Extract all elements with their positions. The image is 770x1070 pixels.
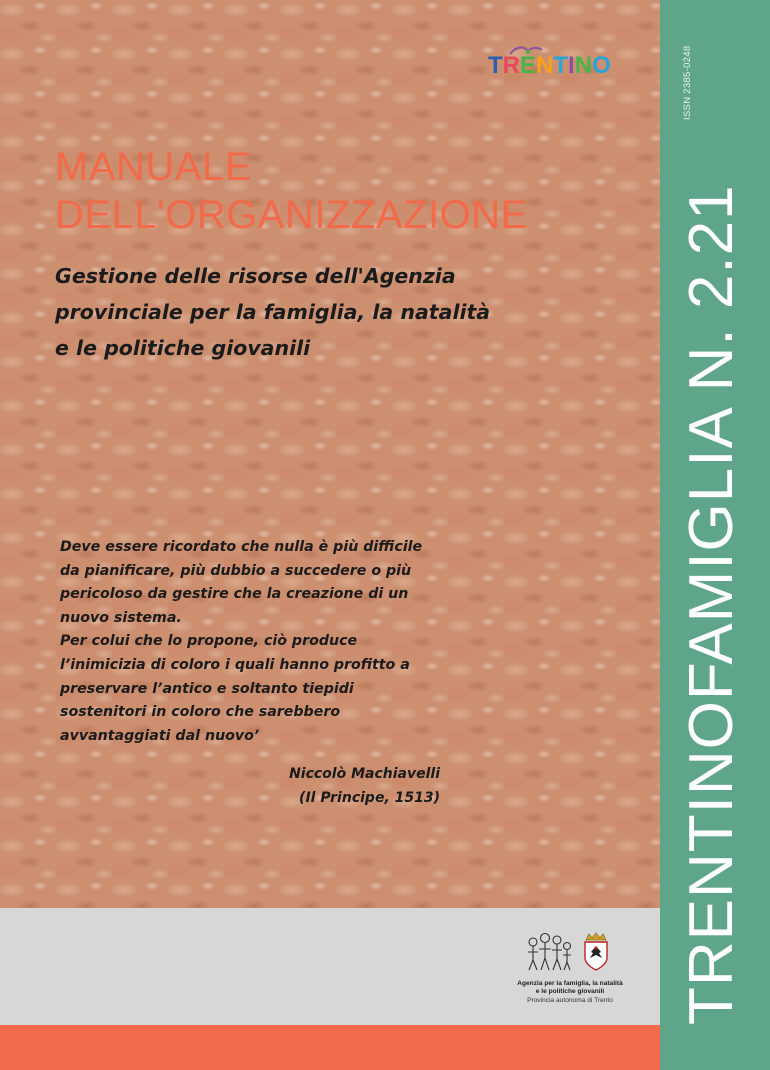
trento-coat-of-arms-icon xyxy=(583,932,609,972)
trentino-logo xyxy=(488,44,618,88)
author-name: Niccolò Machiavelli xyxy=(289,766,440,782)
agency-name-line-2: e le politiche giovanili xyxy=(535,988,605,995)
subtitle-line: e le politiche giovanili xyxy=(55,336,311,360)
subtitle-line: provinciale per la famiglia, la natalità xyxy=(55,300,491,324)
quote-line: sostenitori in coloro che sarebbero xyxy=(60,704,341,721)
logo-wordmark: TRENTINO xyxy=(488,52,611,79)
agency-logo-block xyxy=(495,930,645,1010)
series-title-wrap xyxy=(676,184,756,1025)
quote-line: avvantaggiati dal nuovo’ xyxy=(60,727,260,744)
quote-line: pericoloso da gestire che la creazione di un xyxy=(60,586,409,603)
quote-line: Deve essere ricordato che nulla è più difficile xyxy=(60,539,423,555)
province-name: Provincia autonoma di Trento xyxy=(527,997,613,1004)
document-subtitle xyxy=(55,258,595,366)
quote-line: preservare l’antico e soltanto tiepidi xyxy=(60,680,354,697)
agency-name xyxy=(495,980,645,996)
children-family-icon xyxy=(525,932,573,976)
subtitle-line: Gestione delle risorse dell'Agenzia xyxy=(55,264,456,288)
title-line-1: MANUALE xyxy=(55,145,252,189)
author-source: (Il Principe, 1513) xyxy=(299,790,440,806)
quote-line: da pianificare, più dubbio a succedere o più xyxy=(60,562,412,579)
issn-label: ISSN 2385-0248 xyxy=(682,45,693,120)
footer-orange-band xyxy=(0,1025,660,1070)
issn-label-wrap xyxy=(682,30,696,120)
quote-attribution xyxy=(240,762,440,810)
agency-name-line-1: Agenzia per la famiglia, la natalità xyxy=(517,980,623,987)
epigraph-quote xyxy=(60,536,440,748)
document-title xyxy=(55,143,528,239)
quote-line: Per colui che lo propone, ciò produce xyxy=(60,633,358,650)
quote-line: nuovo sistema. xyxy=(60,609,182,626)
quote-line: l’inimicizia di coloro i quali hanno profitto a xyxy=(60,656,410,673)
series-title: TRENTINOFAMIGLIA N. 2.21 xyxy=(677,184,746,1025)
title-line-2: DELL'ORGANIZZAZIONE xyxy=(55,193,528,237)
